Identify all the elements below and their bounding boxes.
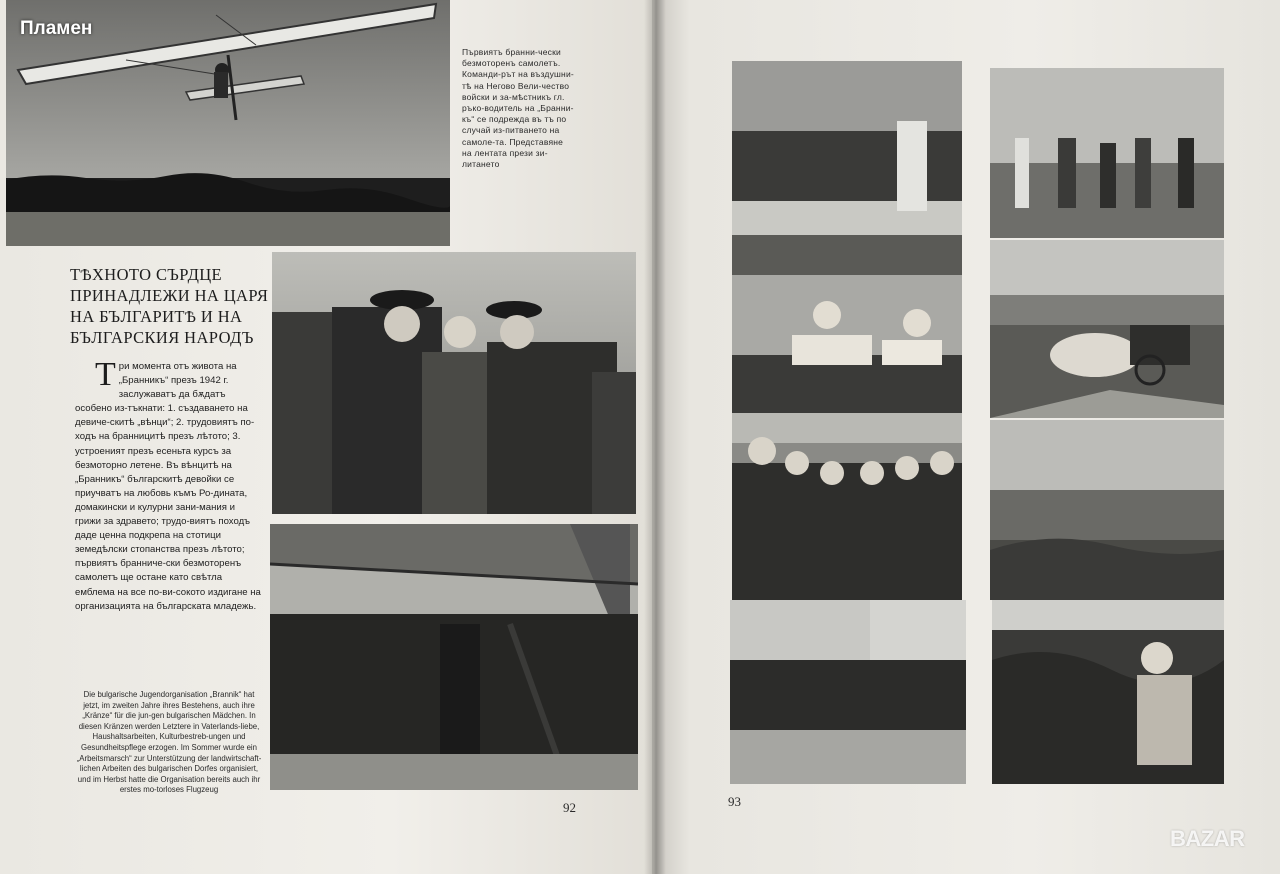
vineyard-photo	[992, 600, 1224, 784]
glider-caption: Първиятъ бранни-чески безмоторенъ самолетъ. Команди-рът на въздушни-тѣ на Негово Вели-чество войски и за-мѣстникъ гл. ръко-водитель на „Бранни-къ“ се подрежда въ тъ по случай из-питването на самоле-та. Представяне на лентата прези зи-литането	[462, 47, 574, 170]
drop-cap: Т	[95, 356, 116, 393]
seller-watermark: Пламен	[20, 18, 93, 39]
girls-group-photo	[732, 413, 962, 601]
oxcart-photo	[990, 240, 1224, 418]
right-page	[652, 0, 1280, 874]
article-headline	[70, 264, 269, 348]
handshake-photo	[272, 252, 636, 514]
exercise-photo	[730, 600, 966, 784]
page-number-right: 93	[728, 794, 741, 809]
headline-line-3: НА БЪЛГАРИТѢ И НА	[70, 307, 243, 326]
field-work-photo	[990, 420, 1224, 600]
bazar-watermark: BAZAR	[1170, 826, 1245, 851]
headline-line-2: ПРИНАДЛЕЖИ НА ЦАРЯ	[70, 286, 269, 305]
article-body-text: ри момента отъ живота на „Бранникъ“ презъ 1942 г. заслужаватъ да бѫдатъ особено из-тъкнати: 1. създаването на девиче-скитѣ „вѣнци“; 2. трудовиятъ по-ходъ на бранницитѣ презъ лѣтото; 3. устроеният презъ есеньта курсъ за безмоторно летене. Въ вѣнцитѣ на „Бранникъ“ българскитѣ девойки се приучватъ на любовь къмъ Ро-дината, домакински и кулурни зани-мания и грижи за здравето; трудо-виятъ походъ даде ценна подкрепа на стотици земедѣлски стопанства презъ лѣтото; първиятъ бранниче-ски безмоторенъ самолетъ ще остане като свѣтла емблема на все по-ви-сокото издигане на организацията на българската младежь.	[75, 361, 261, 612]
page-number-left: 92	[563, 800, 576, 815]
headline-line-4: БЪЛГАРСКИЯ НАРОДЪ	[70, 328, 254, 347]
book-gutter	[644, 0, 666, 874]
dance-photo-left	[732, 61, 962, 237]
dance-photo-right	[990, 68, 1224, 238]
headline-line-1: ТѢХНОТО СЪРДЦЕ	[70, 265, 223, 284]
glider-ceremony-photo	[270, 524, 638, 790]
classroom-photo	[732, 235, 962, 413]
german-caption: Die bulgarische Jugendorganisation „Brannik“ hat jetzt, im zweiten Jahre ihres Bestehens, auch ihre „Kränze“ für die jun-gen bulgarischen Mädchen. In diesen Kränzen werden Letztere in Vaterlands-liebe, Haushaltsarbeiten, Kulturbestreb-ungen und Gesundheitspflege erzogen. Im Sommer wurde ein „Arbeitsmarsch“ zur Unterstützung der landwirtschaft-lichen Arbeiten des bulgarischen Dorfes organisiert, und im Herbst hatte die Organisation bereits auch ihr erstes mo-torloses Flugzeug	[76, 690, 262, 795]
article-body	[75, 356, 261, 614]
